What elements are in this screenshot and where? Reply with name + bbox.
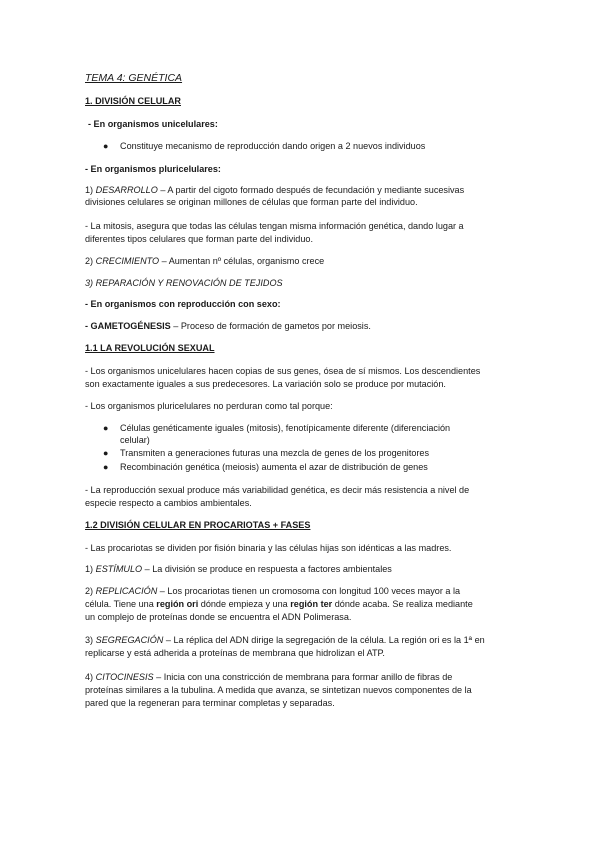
item-text: – La división se produce en respuesta a factores ambientales [142,564,392,574]
item-term: REPLICACIÓN [95,586,158,596]
paragraph-line: especie respecto a cambios ambientales. [85,498,252,508]
bullet-text: Recombinación genética (meiosis) aumenta el azar de distribución de genes [120,462,428,472]
paragraph-line [85,564,392,575]
paragraph-line: pared que la regeneran para terminar completas y separadas. [85,698,335,708]
paragraph-line: proteínas similares a la tubulina. A medida que avanza, se sintetizan nuevos componentes de la [85,685,472,695]
bullet-icon: ● [103,462,109,472]
section-heading: 1.2 DIVISIÓN CELULAR EN PROCARIOTAS + FASES [85,520,311,530]
item-term: - GAMETOGÉNESIS [85,321,171,331]
paragraph-line: - La reproducción sexual produce más variabilidad genética, es decir más resistencia a nivel de [85,485,470,495]
item-text: dónde empieza y una [198,599,291,609]
paragraph-line: - Los organismos unicelulares hacen copias de sus genes, ósea de sí mismos. Los descendientes [85,366,481,376]
item-text: dónde acaba. Se realiza mediante [332,599,473,609]
item-number: 1) [85,564,96,574]
bullet-text: Transmiten a generaciones futuras una mezcla de genes de los progenitores [120,448,430,458]
item-text: – Inicia con una constricción de membrana para formar anillo de fibras de [153,672,453,682]
item-text: – Aumentan nº células, organismo crece [159,256,325,266]
highlight-term: región ori [156,599,199,609]
item-text: – Los procariotas tienen un cromosoma con longitud 100 veces mayor a la [157,586,461,596]
item-term: CRECIMIENTO [95,256,160,266]
item-term: CITOCINESIS [95,672,154,682]
paragraph-line: - Las procariotas se dividen por fisión binaria y las células hijas son idénticas a las madres. [85,543,452,553]
paragraph-line [85,599,473,610]
item-term: DESARROLLO [95,185,158,195]
paragraph-line [85,321,371,332]
paragraph-line: replicarse y está adherida a proteínas de membrana que hidrolizan el ATP. [85,648,385,658]
paragraph-line: - La mitosis, asegura que todas las células tengan misma información genética, dando lugar a [85,221,464,231]
highlight-term: región ter [290,599,333,609]
paragraph-line: diferentes tipos celulares que forman parte del individuo. [85,234,313,244]
bullet-icon: ● [103,423,109,433]
bullet-icon: ● [103,448,109,458]
item-number: 3) [85,635,96,645]
paragraph-line [85,185,464,196]
item-number: 2) [85,256,96,266]
item-number: 2) [85,586,96,596]
subheading: - En organismos unicelulares: [88,119,218,129]
paragraph-line: son exactamente iguales a sus predecesores. La variación solo se produce por mutación. [85,379,446,389]
item-term: ESTÍMULO [95,564,143,574]
paragraph-line [85,635,485,646]
paragraph-line [85,256,324,267]
paragraph-line: un complejo de proteínas donde se encuentra el ADN Polimerasa. [85,612,352,622]
paragraph-line: 3) REPARACIÓN Y RENOVACIÓN DE TEJIDOS [85,278,283,288]
paragraph-line: - Los organismos pluricelulares no perduran como tal porque: [85,401,333,411]
item-number: 1) [85,185,96,195]
document-title: TEMA 4: GENÉTICA [85,72,183,84]
bullet-text: celular) [120,435,150,445]
paragraph-line: divisiones celulares se originan millones de células que forman parte del individuo. [85,197,418,207]
section-heading: 1. DIVISIÓN CELULAR [85,96,181,106]
subheading: - En organismos con reproducción con sexo: [85,299,281,309]
paragraph-line [85,672,452,683]
item-text: – La réplica del ADN dirige la segregación de la célula. La región ori es la 1ª en [163,635,485,645]
bullet-icon: ● [103,141,109,151]
bullet-text: Constituye mecanismo de reproducción dando origen a 2 nuevos individuos [120,141,426,151]
item-text: – A partir del cigoto formado después de fecundación y mediante sucesivas [157,185,465,195]
bullet-text: Células genéticamente iguales (mitosis), fenotípicamente diferente (diferenciación [120,423,451,433]
paragraph-line [85,586,460,597]
section-heading: 1.1 LA REVOLUCIÓN SEXUAL [85,343,215,353]
item-text: célula. Tiene una [85,599,157,609]
item-number: 4) [85,672,96,682]
item-text: – Proceso de formación de gametos por meiosis. [170,321,371,331]
item-term: SEGREGACIÓN [95,635,164,645]
subheading: - En organismos pluricelulares: [85,164,221,174]
